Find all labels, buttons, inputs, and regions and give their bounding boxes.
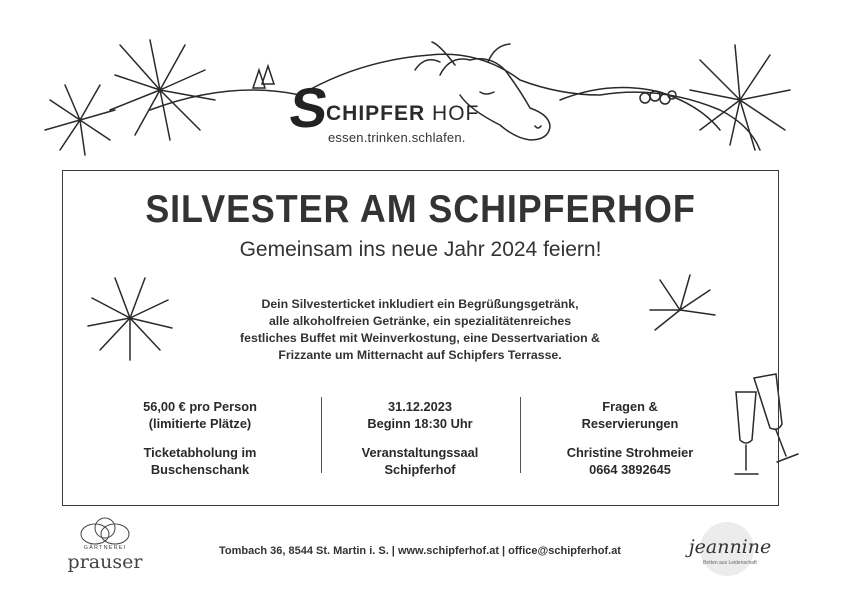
firework-icon bbox=[45, 85, 115, 155]
date-info bbox=[335, 398, 505, 478]
column-divider bbox=[520, 397, 521, 473]
description-line: alle alkoholfreien Getränke, ein spezialitätenreiches bbox=[268, 314, 572, 328]
logo-tagline: essen.trinken.schlafen. bbox=[328, 130, 466, 145]
logo-name bbox=[326, 102, 479, 126]
description-line: Dein Silvesterticket inkludiert ein Begrüßungsgetränk, bbox=[261, 297, 579, 311]
pickup-location: Buschenschank bbox=[150, 462, 250, 477]
contact-info bbox=[535, 398, 725, 478]
event-description bbox=[210, 296, 630, 364]
event-start: Beginn 18:30 Uhr bbox=[367, 416, 473, 431]
column-divider bbox=[321, 397, 322, 473]
jeannine-logo bbox=[670, 522, 790, 578]
prauser-logo bbox=[55, 516, 155, 578]
event-subtitle: Gemeinsam ins neue Jahr 2024 feiern! bbox=[239, 238, 602, 261]
logo-name-bold: CHIPFER bbox=[326, 102, 426, 125]
firework-icon bbox=[110, 40, 215, 140]
logo-letter: S bbox=[285, 76, 332, 139]
prauser-flower-icon bbox=[55, 516, 155, 546]
bush-icon bbox=[640, 91, 676, 104]
venue-text: Veranstaltungssaal bbox=[361, 445, 479, 460]
jeannine-name: jeannine bbox=[688, 536, 772, 558]
logo-name-light: HOF bbox=[425, 102, 480, 125]
price-text: 56,00 € pro Person bbox=[143, 399, 257, 414]
contact-heading-2: Reservierungen bbox=[581, 416, 679, 431]
prauser-name: prauser bbox=[67, 551, 143, 573]
description-line: festliches Buffet mit Weinverkostung, eine Dessertvariation & bbox=[240, 331, 600, 345]
tree-icon bbox=[253, 66, 274, 88]
schipferhof-logo bbox=[285, 76, 560, 158]
footer-contact: Tombach 36, 8544 St. Martin i. S. | www.schipferhof.at | office@schipferhof.at bbox=[219, 545, 621, 557]
pickup-text: Ticketabholung im bbox=[143, 445, 257, 460]
price-note: (limitierte Plätze) bbox=[148, 416, 252, 431]
event-date: 31.12.2023 bbox=[387, 399, 453, 414]
contact-phone[interactable]: 0664 3892645 bbox=[589, 462, 671, 477]
firework-icon bbox=[690, 45, 790, 150]
prauser-subtitle: GÄRTNEREI bbox=[83, 545, 127, 551]
price-info bbox=[120, 398, 280, 478]
jeannine-tagline: Betten aus Leidenschaft bbox=[703, 560, 757, 566]
event-title: SILVESTER AM SCHIPFERHOF bbox=[145, 188, 696, 231]
description-line: Frizzante um Mitternacht auf Schipfers Terrasse. bbox=[278, 348, 562, 362]
contact-person: Christine Strohmeier bbox=[566, 445, 694, 460]
hill-outline-2 bbox=[560, 88, 720, 131]
venue-name: Schipferhof bbox=[384, 462, 456, 477]
contact-heading: Fragen & bbox=[602, 399, 658, 414]
